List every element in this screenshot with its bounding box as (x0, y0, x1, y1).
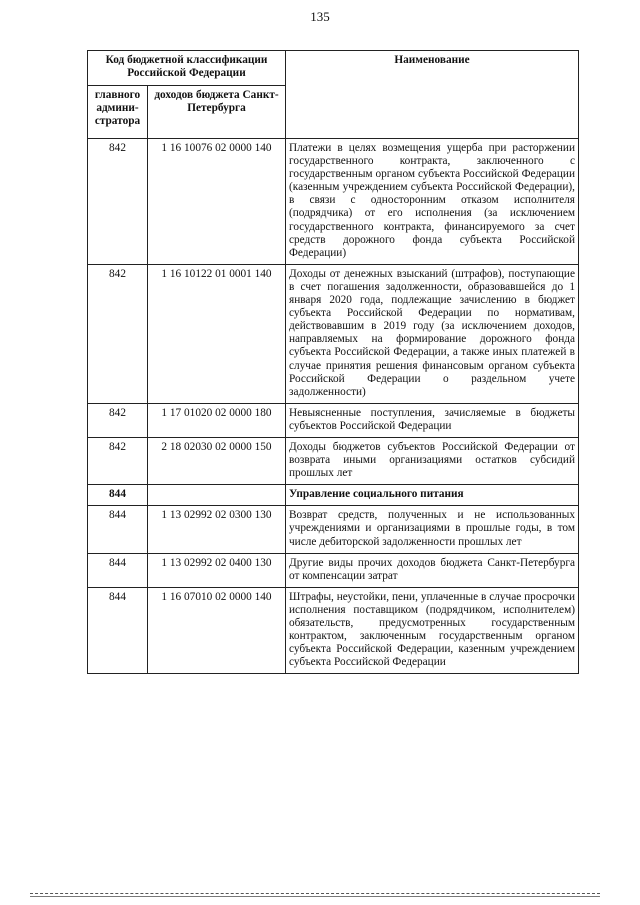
cell-admin-code: 842 (88, 264, 148, 403)
cell-revenue-code: 1 17 01020 02 0000 180 (148, 403, 286, 437)
cell-admin-code: 842 (88, 403, 148, 437)
cell-revenue-code: 2 18 02030 02 0000 150 (148, 437, 286, 484)
cell-admin-code: 844 (88, 485, 148, 506)
cell-name: Управление социального питания (286, 485, 579, 506)
cell-admin-code: 842 (88, 139, 148, 265)
cell-name: Другие виды прочих доходов бюджета Санкт-Петербурга от компенсации затрат (286, 553, 579, 587)
cell-name: Доходы бюджетов субъектов Российской Федерации от возврата иными организациями остатков субсидий прошлых лет (286, 437, 579, 484)
cell-name: Невыясненные поступления, зачисляемые в бюджеты субъектов Российской Федерации (286, 403, 579, 437)
header-chief-admin: главного админи-стратора (88, 86, 148, 139)
table-row (88, 506, 579, 553)
cell-admin-code: 844 (88, 506, 148, 553)
table-body (88, 139, 579, 674)
footer-divider (30, 893, 600, 894)
header-code-group: Код бюджетной классификации Российской Федерации (88, 51, 286, 86)
cell-revenue-code: 1 13 02992 02 0400 130 (148, 553, 286, 587)
budget-classification-table (87, 50, 579, 674)
footer-divider-2 (30, 896, 600, 897)
cell-name: Штрафы, неустойки, пени, уплаченные в случае просрочки исполнения поставщиком (подрядчиком, исполнителем) обязательств, предусмотренных государственным контрактом, заключенным государственным органом субъекта Российской Федерации, казенным учреждением субъекта Российской Федерации (286, 587, 579, 674)
cell-admin-code: 844 (88, 553, 148, 587)
cell-revenue-code: 1 16 10076 02 0000 140 (148, 139, 286, 265)
cell-revenue-code: 1 13 02992 02 0300 130 (148, 506, 286, 553)
cell-name: Доходы от денежных взысканий (штрафов), поступающие в счет погашения задолженности, образовавшейся до 1 января 2020 года, подлежащие зачислению в бюджет субъекта Российской Федерации по нормативам, действовавшим в 2019 году (за исключением доходов, направляемых на формирование дорожного фонда субъекта Российской Федерации, а также иных платежей в случае принятия решения финансовым органом субъекта Российской Федерации о раздельном учете задолженности) (286, 264, 579, 403)
table-row (88, 587, 579, 674)
page-number: 135 (310, 9, 330, 24)
cell-revenue-code: 1 16 10122 01 0001 140 (148, 264, 286, 403)
table-row (88, 139, 579, 265)
header-revenue: доходов бюджета Санкт-Петербурга (148, 86, 286, 139)
table-row (88, 403, 579, 437)
header-name: Наименование (286, 51, 579, 139)
cell-admin-code: 844 (88, 587, 148, 674)
table-row (88, 437, 579, 484)
table-row (88, 485, 579, 506)
cell-revenue-code (148, 485, 286, 506)
table-row (88, 553, 579, 587)
cell-name: Возврат средств, полученных и не использованных учреждениями и организациями в прошлые годы, в том числе дебиторской задолженности прошлых лет (286, 506, 579, 553)
cell-name: Платежи в целях возмещения ущерба при расторжении государственного контракта, заключенного с государственным органом субъекта Российской Федерации (казенным учреждением субъекта Российской Федерации), в связи с односторонним отказом исполнителя (подрядчика) от его исполнения (за исключением государственного контракта, финансируемого за счет средств дорожного фонда субъекта Российской Федерации) (286, 139, 579, 265)
table-row (88, 264, 579, 403)
cell-admin-code: 842 (88, 437, 148, 484)
cell-revenue-code: 1 16 07010 02 0000 140 (148, 587, 286, 674)
